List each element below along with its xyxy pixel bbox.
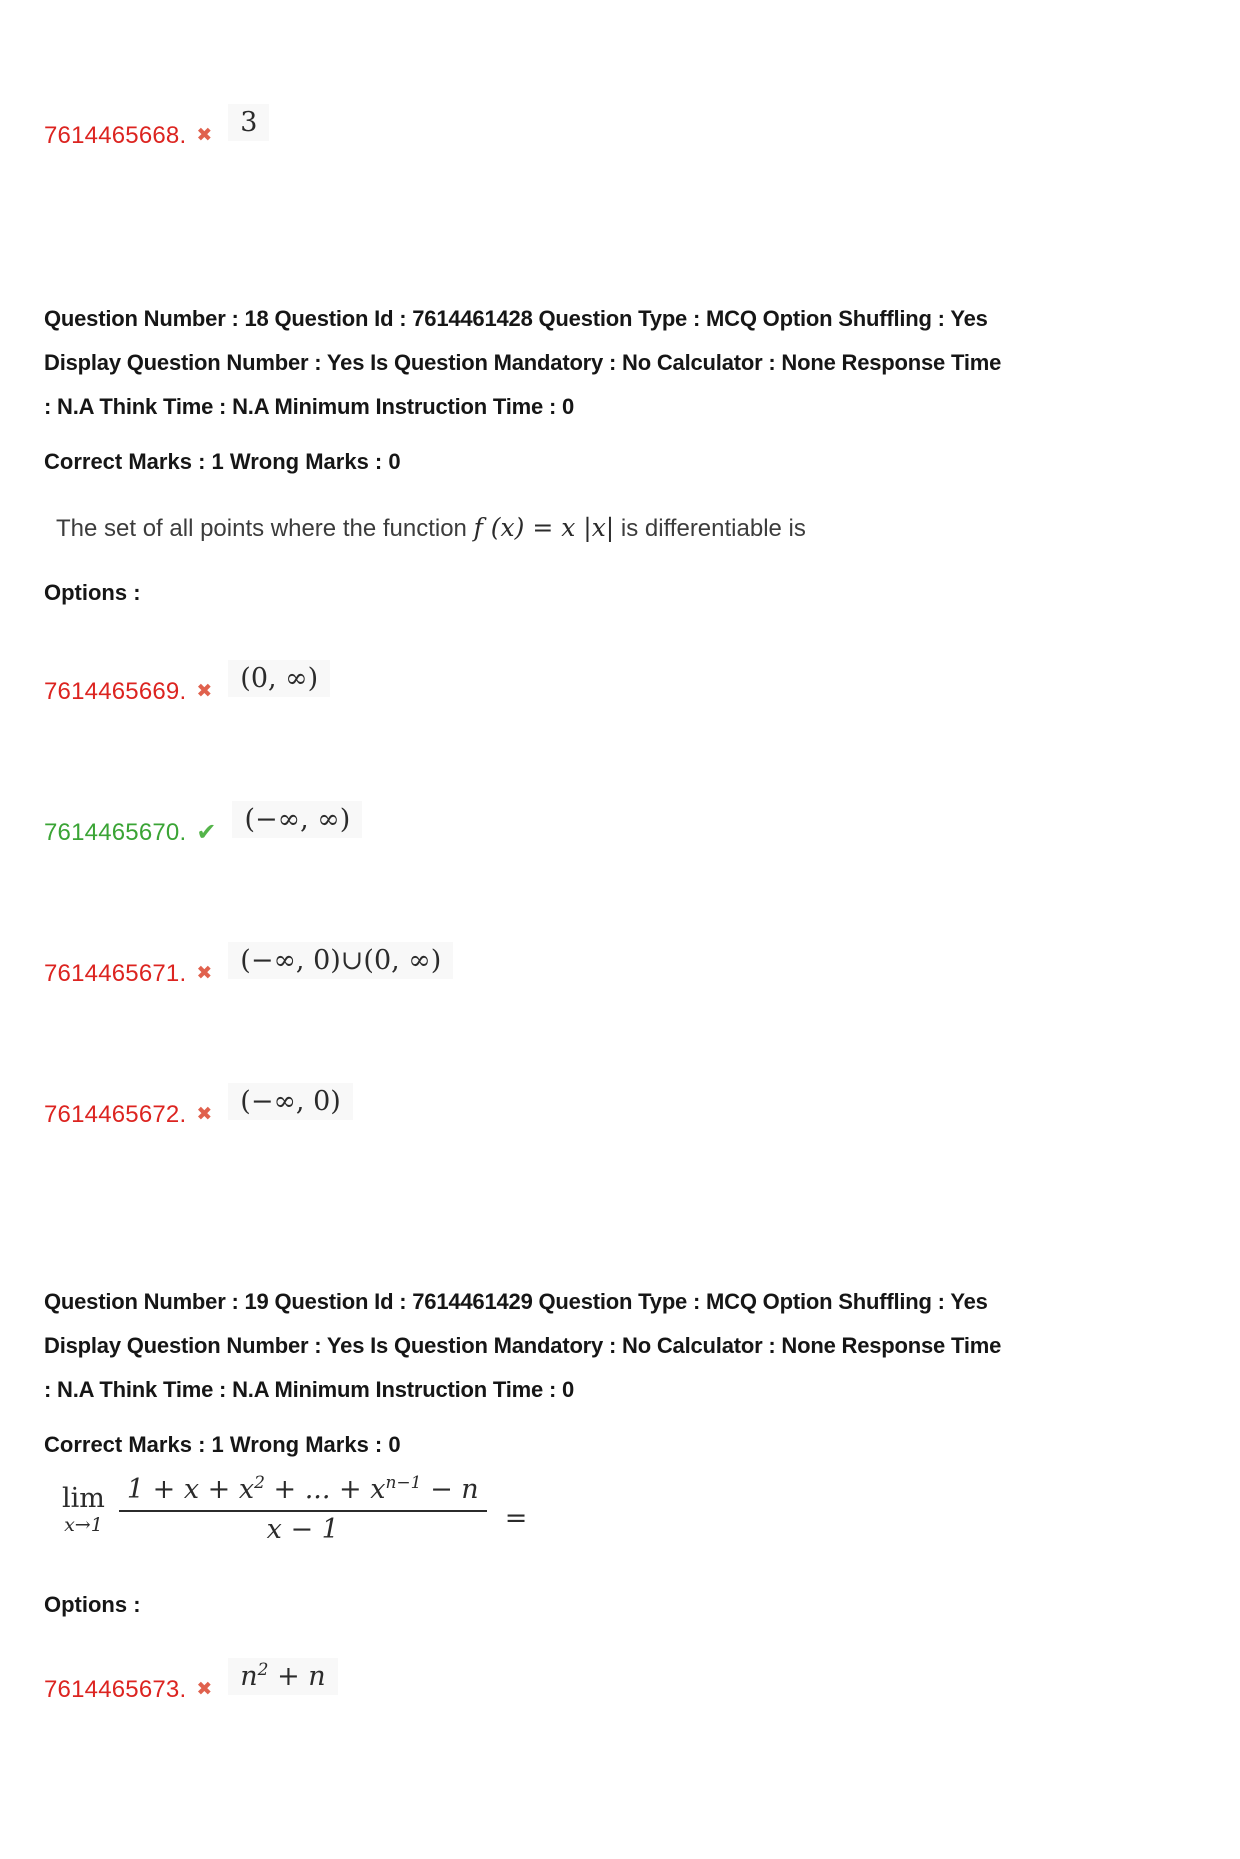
wrong-mark-icon: ✖ [196,1679,213,1701]
option-row [44,801,1200,848]
option-id: 7614465672. [44,1101,187,1129]
numerator-exponent: n−1 [385,1473,422,1494]
question-header-line: Display Question Number : Yes Is Question Mandatory : No Calculator : None Response Time [44,350,1002,376]
correct-mark-icon: ✔ [196,819,217,847]
leading-option-row [44,104,1200,151]
lim-text: lim [62,1483,105,1515]
question-text-prefix: The set of all points where the function [56,515,474,543]
fraction-numerator [119,1474,487,1506]
equals-sign: = [504,1502,528,1534]
numerator-part: 1 + x + x [126,1474,255,1506]
option-formula-image: (−∞, 0)∪(0, ∞) [228,942,453,979]
fraction-bar [119,1510,487,1512]
option-formula-image: (0, ∞) [228,660,330,697]
question-header-line: Display Question Number : Yes Is Question Mandatory : No Calculator : None Response Time [44,1333,1002,1359]
option-id: 7614465669. [44,678,187,706]
option-id: 7614465671. [44,960,187,988]
option-id: 7614465673. [44,1676,187,1704]
numerator-exponent: 2 [254,1473,265,1494]
wrong-mark-icon: ✖ [196,681,213,703]
numerator-part: − n [421,1474,479,1506]
formula-part: + n [268,1661,326,1693]
formula-exponent: 2 [257,1660,269,1681]
question-header-line: Question Number : 19 Question Id : 7614461429 Question Type : MCQ Option Shuffling : Yes [44,1289,988,1315]
option-row [44,942,1200,989]
option-row [44,1658,1200,1705]
limit-operator [62,1485,105,1535]
numerator-part: + ... + x [264,1474,386,1506]
fraction [119,1474,487,1546]
option-id: 7614465668. [44,122,187,150]
wrong-mark-icon: ✖ [196,1104,213,1126]
options-label: Options : [44,580,141,606]
question-header [44,297,1200,429]
question-19-block [44,1280,1200,1705]
inline-math: f (x) = x |x| [473,513,615,543]
document-page [0,104,1240,1705]
option-formula-image: 3 [228,104,269,141]
option-formula-image: (−∞, ∞) [232,801,362,838]
option-row [44,660,1200,707]
marks-line: Correct Marks : 1 Wrong Marks : 0 [44,1432,401,1458]
option-row [44,1083,1200,1130]
option-id: 7614465670. [44,819,187,847]
option-formula-image [228,1658,337,1695]
option-formula-image: (−∞, 0) [228,1083,353,1120]
question-header-line: : N.A Think Time : N.A Minimum Instruction Time : 0 [44,1377,575,1403]
question-text-image [44,511,1200,546]
question-text-suffix: is differentiable is [614,515,806,543]
question-header [44,1280,1200,1412]
question-header-line: Question Number : 18 Question Id : 7614461428 Question Type : MCQ Option Shuffling : Yes [44,306,988,332]
options-label: Options : [44,1592,141,1618]
question-18-block [44,297,1200,1130]
lim-subscript: x→1 [64,1514,103,1537]
wrong-mark-icon: ✖ [196,125,213,147]
question-header-line: : N.A Think Time : N.A Minimum Instruction Time : 0 [44,394,575,420]
wrong-mark-icon: ✖ [196,963,213,985]
formula-part: n [240,1661,258,1693]
marks-line: Correct Marks : 1 Wrong Marks : 0 [44,449,401,475]
limit-formula-image [44,1474,1200,1546]
fraction-denominator: x − 1 [266,1513,339,1545]
